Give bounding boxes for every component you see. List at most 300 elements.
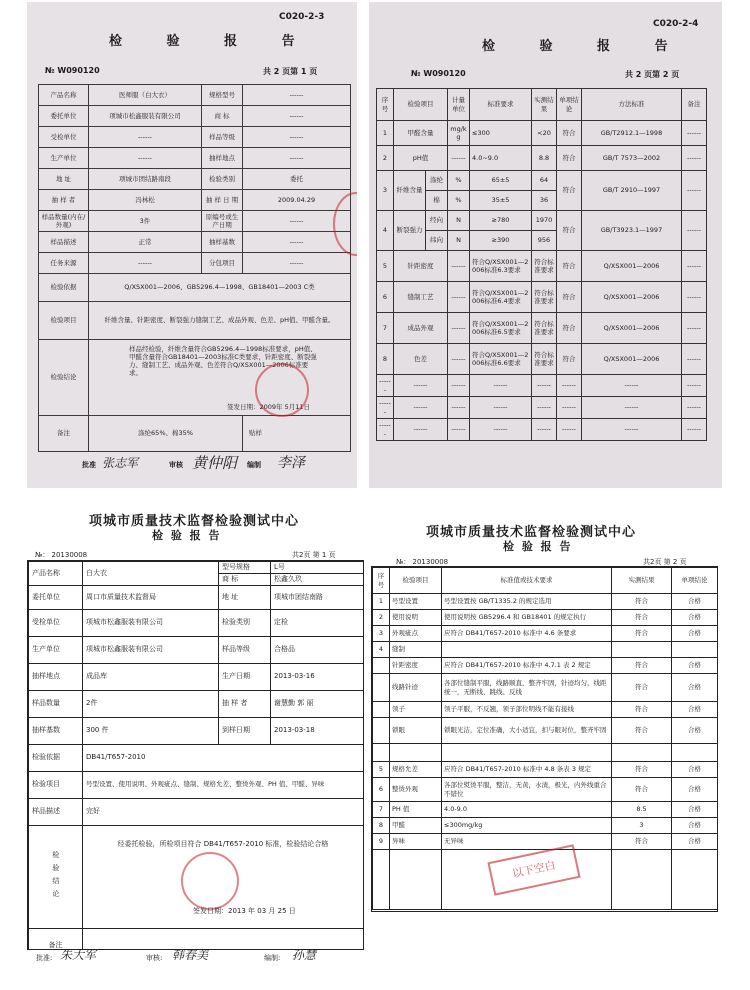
table-row <box>39 211 351 232</box>
cell: 缝制工艺 <box>394 282 448 313</box>
cell: 纤维含量 <box>394 171 426 211</box>
cell: 符合 <box>612 626 672 642</box>
cell <box>373 718 390 744</box>
cell: ------ <box>582 397 682 419</box>
report-title: 检 验 报 告 <box>482 39 688 54</box>
label: 检验项目 <box>39 302 89 340</box>
cell: 号型设置按 GB/T1335.2 的规定选用 <box>442 594 612 610</box>
cell: 项城市团结路南段 <box>89 169 202 190</box>
cell: 5 <box>377 251 394 282</box>
label: 检验项目 <box>29 771 83 798</box>
cell: ------ <box>243 127 351 148</box>
table-row <box>373 744 718 762</box>
cell: 65±5 <box>470 171 532 191</box>
cell <box>672 850 718 910</box>
cell: 号型设置 <box>390 594 442 610</box>
column-header: 计量单位 <box>448 89 470 121</box>
table-row <box>373 658 718 674</box>
cell: 符合 <box>557 146 582 171</box>
official-seal <box>181 852 239 910</box>
value: 合格品 <box>271 636 364 663</box>
cell: 涤纶 <box>426 171 448 191</box>
value: 成品库 <box>83 663 219 690</box>
cell <box>612 850 672 910</box>
cell: 成品外观 <box>394 313 448 344</box>
cell: ------ <box>470 397 532 419</box>
cell: 8.8 <box>532 146 557 171</box>
cell: 956 <box>532 231 557 251</box>
cell: 符合 <box>612 834 672 850</box>
compile-label: 编制 <box>247 461 261 469</box>
review-signature: 黄仲阳 <box>192 454 238 472</box>
cell: 合格 <box>672 702 718 718</box>
cell: ------ <box>682 313 707 344</box>
cell: 外观疵点 <box>390 626 442 642</box>
value: 完好 <box>83 798 364 825</box>
column-header: 单项结论 <box>557 89 582 121</box>
cell: GB/T3923.1—1997 <box>582 211 682 251</box>
cell: 2009.04.29 <box>243 190 351 211</box>
table-row <box>373 802 718 818</box>
label: 抽 样 者 <box>219 690 271 717</box>
label: 型号规格 <box>219 562 271 574</box>
column-header: 标准值或技术要求 <box>442 568 612 594</box>
cell: GB/T2912.1—1998 <box>582 121 682 146</box>
table-row <box>373 818 718 834</box>
cell: 规格型号 <box>202 85 243 106</box>
cell: ------ <box>89 127 202 148</box>
table-row <box>39 106 351 127</box>
label: 地 址 <box>219 585 271 609</box>
cell: ------ <box>532 397 557 419</box>
label: 样品数量 <box>29 690 83 717</box>
cell: 2 <box>373 610 390 626</box>
approve-label: 批准 <box>82 461 96 469</box>
table-row <box>377 121 707 146</box>
report-title: 检 验 报 告 <box>503 540 573 553</box>
table-row <box>39 148 351 169</box>
cell: 抽 样 者 <box>39 190 89 211</box>
cell: 符合 <box>557 171 582 211</box>
cell: ------ <box>582 375 682 397</box>
label: 到样日期 <box>219 717 271 744</box>
cell: ------ <box>682 121 707 146</box>
cell: ------ <box>682 211 707 251</box>
cell: ------ <box>89 148 202 169</box>
table-row <box>39 85 351 106</box>
cell: 甲醛 <box>390 818 442 834</box>
cell: 4.0-9.0 <box>442 802 612 818</box>
cell: Q/XSX001—2006 <box>582 251 682 282</box>
empty-row <box>377 419 707 441</box>
cell: ------ <box>394 397 448 419</box>
cell: 合格 <box>672 674 718 702</box>
cell: 委托 <box>243 169 351 190</box>
table-row <box>377 171 707 191</box>
cell: 生产单位 <box>39 148 89 169</box>
cell: 5 <box>373 762 390 778</box>
form-code: C020-2-3 <box>279 12 325 22</box>
cell: 8.5 <box>612 802 672 818</box>
label: 生产单位 <box>29 636 83 663</box>
cell: ≥390 <box>470 231 532 251</box>
value: 2件 <box>83 690 219 717</box>
cell: Q/XSX001—2006 <box>582 344 682 375</box>
cell: 7 <box>377 313 394 344</box>
cell: ------ <box>448 282 470 313</box>
cell <box>612 642 672 658</box>
report-page-4 <box>371 566 718 912</box>
cell <box>390 850 442 910</box>
cell: ------ <box>243 232 351 253</box>
cell: 9 <box>373 834 390 850</box>
column-header: 序号 <box>373 568 390 594</box>
cell: 符合标准要求 <box>532 251 557 282</box>
value: 300 件 <box>83 717 219 744</box>
approve-signature: 张志军 <box>102 456 139 470</box>
cell: ------ <box>532 419 557 441</box>
cell: 抽 样 日 期 <box>202 190 243 211</box>
cell: 符合 <box>612 762 672 778</box>
cell: 1 <box>373 594 390 610</box>
cell: % <box>448 191 470 211</box>
cell: 36 <box>532 191 557 211</box>
cell: 3 <box>373 626 390 642</box>
official-seal <box>255 363 309 417</box>
cell: 符合 <box>612 702 672 718</box>
cell: 符合 <box>557 251 582 282</box>
cell: ------ <box>243 211 351 232</box>
cell: ------ <box>243 148 351 169</box>
cell: 4.0~9.0 <box>470 146 532 171</box>
cell: 35±5 <box>470 191 532 211</box>
cell: 应符合 DB41/T657-2010 标准中 4.6 条要求 <box>442 626 612 642</box>
cell <box>612 744 672 762</box>
org-name: 项城市质量技术监督检验测试中心 <box>89 514 300 529</box>
empty-row <box>377 375 707 397</box>
report-number: № W090120 <box>45 66 100 75</box>
cell: ≤300 <box>470 121 532 146</box>
cell: 领子平服，不反翘，领子部位明线不能有接线 <box>442 702 612 718</box>
cell: ------ <box>243 85 351 106</box>
cell: 委托单位 <box>39 106 89 127</box>
table-row <box>39 232 351 253</box>
table-row <box>373 834 718 850</box>
cell: 符合 <box>557 344 582 375</box>
cell: ------ <box>394 419 448 441</box>
cell: 符合 <box>612 610 672 626</box>
cell: 各部位缝制平服，线路顺直，整齐牢固，针迹均匀，线距统一，无断线、跳线、反线 <box>442 674 612 702</box>
photo-label: 贴样 <box>243 416 351 452</box>
cell: 合格 <box>672 658 718 674</box>
cell: ≤300mg/kg <box>442 818 612 834</box>
report-3-table <box>28 561 364 950</box>
cell: 使用说明 <box>390 610 442 626</box>
form-code: C020-2-4 <box>653 19 699 29</box>
column-header: 方法标准 <box>582 89 682 121</box>
table-row <box>373 594 718 610</box>
cell: 项城市松鑫服装有限公司 <box>89 106 202 127</box>
cell: PH 值 <box>390 802 442 818</box>
cell: Q/XSX001—2006 <box>582 282 682 313</box>
cell: ------ <box>557 419 582 441</box>
cell: 符合 <box>557 313 582 344</box>
cell: 冯林松 <box>89 190 202 211</box>
cell <box>390 744 442 762</box>
cell: 符合标准要求 <box>532 282 557 313</box>
cell: ------ <box>682 146 707 171</box>
label: 检验依据 <box>39 274 89 302</box>
cell: 样品描述 <box>39 232 89 253</box>
cell: 异味 <box>390 834 442 850</box>
cell: 锁眼 <box>390 718 442 744</box>
cell: ------ <box>682 282 707 313</box>
review-label: 审核: <box>146 954 163 962</box>
cell: ------ <box>470 419 532 441</box>
table-row <box>377 251 707 282</box>
cell: ------ <box>682 171 707 211</box>
cell <box>373 744 390 762</box>
page-indicator: 共 2 页第 2 页 <box>625 70 680 79</box>
cell: 2 <box>377 146 394 171</box>
cell <box>373 658 390 674</box>
cell: 7 <box>373 802 390 818</box>
approve-signature: 朱大军 <box>60 948 97 962</box>
cell: ------ <box>448 313 470 344</box>
cell: 线路针迹 <box>390 674 442 702</box>
label: 检验结论 <box>39 340 89 416</box>
value: 2013-03-18 <box>271 717 364 744</box>
cell: 3件 <box>89 211 202 232</box>
value: DB41/T657-2010 <box>83 744 364 771</box>
cell: 合格 <box>672 778 718 802</box>
column-header: 序号 <box>377 89 394 121</box>
cell: ------ <box>243 106 351 127</box>
label: 备注 <box>39 416 89 452</box>
cell: 领子 <box>390 702 442 718</box>
cell: ------ <box>377 419 394 441</box>
table-row <box>377 313 707 344</box>
label: 备注 <box>29 928 83 950</box>
cell: 合格 <box>672 834 718 850</box>
cell: % <box>448 171 470 191</box>
cell <box>373 674 390 702</box>
cell: 3 <box>377 171 394 211</box>
cell: 符合Q/XSX001—2006标准6.4要求 <box>470 282 532 313</box>
cell: 合格 <box>672 610 718 626</box>
empty-row <box>377 397 707 419</box>
cell: ------ <box>448 375 470 397</box>
cell: 受检单位 <box>39 127 89 148</box>
value: 白大衣 <box>83 562 219 586</box>
cell: 使用说明按 GB5296.4 和 GB18401 的规定执行 <box>442 610 612 626</box>
cell: 应符合 DB41/T657-2010 标准中 4.7.1 表 2 规定 <box>442 658 612 674</box>
table-row <box>373 718 718 744</box>
cell: 整烫外观 <box>390 778 442 802</box>
table-row <box>39 253 351 274</box>
table-row <box>373 762 718 778</box>
value: 纤维含量、针距密度、断裂强力缝制工艺、成品外观、色差、pH值、甲醛含量。 <box>89 302 351 340</box>
table-row <box>39 127 351 148</box>
table-row <box>373 610 718 626</box>
cell: 锁眼光洁，定位准确，大小适宜，扣与眼对位，整齐牢固 <box>442 718 612 744</box>
value: L号 <box>271 562 364 574</box>
cell: 经向 <box>426 211 448 231</box>
value: 2013-03-16 <box>271 663 364 690</box>
header-row <box>373 568 718 594</box>
cell: ------ <box>377 375 394 397</box>
cell: 各部位熨烫平服，整洁，无黄，水渍，极光，内外线重合不错位 <box>442 778 612 802</box>
cell: 纬向 <box>426 231 448 251</box>
cell: 64 <box>532 171 557 191</box>
cell: 符合 <box>612 658 672 674</box>
cell: ------ <box>557 397 582 419</box>
cell: 符合 <box>612 594 672 610</box>
cell <box>442 642 612 658</box>
table-row <box>373 642 718 658</box>
org-name: 项城市质量技术监督检验测试中心 <box>426 525 637 540</box>
column-header: 单项结论 <box>672 568 718 594</box>
table-row <box>373 702 718 718</box>
cell: mg/kg <box>448 121 470 146</box>
report-title: 检 验 报 告 <box>109 34 315 49</box>
cell: 商 标 <box>202 106 243 127</box>
cell: pH值 <box>394 146 448 171</box>
cell: 断裂强力 <box>394 211 426 251</box>
table-row <box>39 190 351 211</box>
cell: 6 <box>373 778 390 802</box>
label: 检验结论 <box>29 825 83 928</box>
cell: ------ <box>557 375 582 397</box>
column-header: 备注 <box>682 89 707 121</box>
compile-label: 编制: <box>264 954 281 962</box>
page-indicator: 共2页 第 2 页 <box>643 558 687 566</box>
value: 号型设置、使用说明、外观疵点、缝制、规格允差、整烫外观、PH 值、甲醛、异味 <box>83 771 364 798</box>
cell: 合格 <box>672 594 718 610</box>
cell: 样品等级 <box>202 127 243 148</box>
table-row <box>377 146 707 171</box>
value: 涤纶65%、棉35% <box>89 416 243 452</box>
cell: N <box>448 231 470 251</box>
cell: 1 <box>377 121 394 146</box>
table-row <box>39 169 351 190</box>
table-row <box>377 344 707 375</box>
cell: 合格 <box>672 802 718 818</box>
cell: 符合标准要求 <box>532 313 557 344</box>
cell: 合格 <box>672 818 718 834</box>
cell: 4 <box>377 211 394 251</box>
report-2-table <box>376 88 707 441</box>
label: 抽样地点 <box>29 663 83 690</box>
cell: 符合Q/XSX001—2006标准6.6要求 <box>470 344 532 375</box>
cell: 符合 <box>612 674 672 702</box>
cell: 符合Q/XSX001—2006标准6.3要求 <box>470 251 532 282</box>
cell: ------ <box>532 375 557 397</box>
header-row <box>377 89 707 121</box>
cell: ------ <box>682 344 707 375</box>
cell: ------ <box>89 253 202 274</box>
sign-date: 签发日期：2009年 5月11日 <box>226 402 310 411</box>
cell: 样品数量(内在/外观) <box>39 211 89 232</box>
cell: 6 <box>377 282 394 313</box>
cell: 棉 <box>426 191 448 211</box>
cell: 色差 <box>394 344 448 375</box>
cell: 8 <box>373 818 390 834</box>
cell: ------ <box>394 375 448 397</box>
column-header: 实测结果 <box>532 89 557 121</box>
report-page-2-scan <box>369 2 722 488</box>
cell: 合格 <box>672 762 718 778</box>
review-signature: 韩春美 <box>172 948 209 962</box>
report-page-1-scan <box>27 2 357 488</box>
cell: 抽样地点 <box>202 148 243 169</box>
cell: 符合 <box>612 718 672 744</box>
cell: GB/T 2910—1997 <box>582 171 682 211</box>
cell: ------ <box>582 419 682 441</box>
cell: 符合 <box>612 778 672 802</box>
value: 周口市质量技术监督局 <box>83 585 219 609</box>
column-header: 标准要求 <box>470 89 532 121</box>
cell: 符合 <box>557 282 582 313</box>
cell: 无异味 <box>442 834 612 850</box>
label: 商 标 <box>219 573 271 585</box>
report-number: № W090120 <box>411 69 466 78</box>
cell <box>672 642 718 658</box>
column-header: 检验项目 <box>394 89 448 121</box>
cell: 针距密度 <box>394 251 448 282</box>
table-row <box>377 211 707 231</box>
value: 谢慧勤 郭 丽 <box>271 690 364 717</box>
cell: 合格 <box>672 626 718 642</box>
value: 项城市松鑫服装有限公司 <box>83 636 219 663</box>
table-row <box>373 674 718 702</box>
page-indicator: 共2页 第 1 页 <box>292 551 336 559</box>
report-page-3 <box>27 560 364 950</box>
cell: 3 <box>612 818 672 834</box>
review-label: 审核 <box>169 461 183 469</box>
cell: ------ <box>470 375 532 397</box>
cell: 产品名称 <box>39 85 89 106</box>
cell: GB/T 7573—2002 <box>582 146 682 171</box>
cell: 符合 <box>557 121 582 146</box>
value: 项城市团结南路 <box>271 585 364 609</box>
cell: 缝制 <box>390 642 442 658</box>
cell: 抽样基数 <box>202 232 243 253</box>
cell: N <box>448 211 470 231</box>
compile-signature: 李泽 <box>277 455 305 471</box>
value: 松鑫久玖 <box>271 573 364 585</box>
cell: Q/XSX001—2006 <box>582 313 682 344</box>
table-row <box>377 282 707 313</box>
cell: ------ <box>448 251 470 282</box>
conclusion-text: 样品经检验，纤维含量符合GB5296.4—1998标准要求，pH值、甲醛含量符合GB18401—2003标准C类要求，针距密度、断裂强力、缝制工艺、成品外观、色差符合Q/XSX001—2006标准要求。 <box>129 345 317 378</box>
label: 委托单位 <box>29 585 83 609</box>
label: 产品名称 <box>29 562 83 586</box>
label: 检验依据 <box>29 744 83 771</box>
cell: 针距密度 <box>390 658 442 674</box>
cell <box>373 850 390 910</box>
label: 受检单位 <box>29 609 83 636</box>
label: 生产日期 <box>219 663 271 690</box>
cell: 正常 <box>89 232 202 253</box>
cell: ------ <box>682 397 707 419</box>
value: 项城市松鑫服装有限公司 <box>83 609 219 636</box>
cell: ------ <box>682 375 707 397</box>
value: 定检 <box>271 609 364 636</box>
cell: 8 <box>377 344 394 375</box>
sign-date: 签发日期：2013 年 03 月 25 日 <box>193 906 296 915</box>
report-title: 检 验 报 告 <box>152 529 222 542</box>
